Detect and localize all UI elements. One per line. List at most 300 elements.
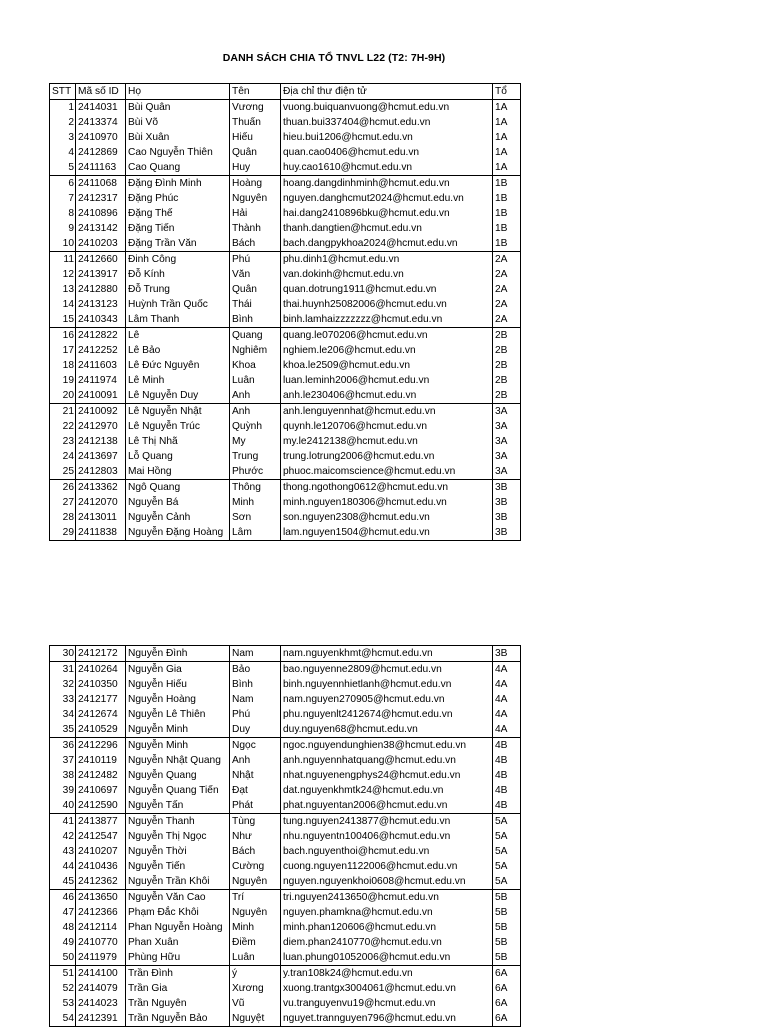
surname-cell: Bùi Xuân	[126, 130, 230, 145]
given-name-cell: Thuấn	[230, 115, 281, 130]
surname-cell: Cao Nguyễn Thiên	[126, 145, 230, 160]
student-id-cell: 2410697	[76, 783, 126, 798]
student-id-cell: 2412362	[76, 874, 126, 890]
surname-cell: Trần Nguyễn Bảo	[126, 1011, 230, 1027]
email-cell: hoang.dangdinhminh@hcmut.edu.vn	[281, 176, 493, 192]
surname-cell: Trần Nguyên	[126, 996, 230, 1011]
given-name-cell: Phú	[230, 252, 281, 268]
table-row	[50, 966, 521, 982]
table-row	[50, 358, 521, 373]
stt-cell: 53	[50, 996, 76, 1011]
table-row	[50, 297, 521, 312]
email-cell: vuong.buiquanvuong@hcmut.edu.vn	[281, 100, 493, 116]
page-title: DANH SÁCH CHIA TỔ TNVL L22 (T2: 7H-9H)	[222, 52, 446, 64]
surname-cell: Bùi Võ	[126, 115, 230, 130]
given-name-cell: Sơn	[230, 510, 281, 525]
email-cell: lam.nguyen1504@hcmut.edu.vn	[281, 525, 493, 541]
table-row	[50, 646, 521, 662]
surname-cell: Đinh Công	[126, 252, 230, 268]
header-to: Tổ	[493, 84, 521, 100]
email-cell: bao.nguyenne2809@hcmut.edu.vn	[281, 662, 493, 678]
group-cell: 4A	[493, 692, 521, 707]
student-id-cell: 2413917	[76, 267, 126, 282]
stt-cell: 7	[50, 191, 76, 206]
surname-cell: Nguyễn Đình	[126, 646, 230, 662]
group-cell: 1A	[493, 160, 521, 176]
email-cell: hieu.bui1206@hcmut.edu.vn	[281, 130, 493, 145]
given-name-cell: Nhật	[230, 768, 281, 783]
surname-cell: Nguyễn Đặng Hoàng	[126, 525, 230, 541]
stt-cell: 22	[50, 419, 76, 434]
email-cell: quan.cao0406@hcmut.edu.vn	[281, 145, 493, 160]
student-id-cell: 2412482	[76, 768, 126, 783]
student-id-cell: 2410343	[76, 312, 126, 328]
surname-cell: Mai Hồng	[126, 464, 230, 480]
given-name-cell: Quỳnh	[230, 419, 281, 434]
student-id-cell: 2411068	[76, 176, 126, 192]
stt-cell: 50	[50, 950, 76, 966]
table-header-row	[50, 84, 521, 100]
student-id-cell: 2412674	[76, 707, 126, 722]
table-row	[50, 419, 521, 434]
stt-cell: 31	[50, 662, 76, 678]
stt-cell: 13	[50, 282, 76, 297]
given-name-cell: Nguyên	[230, 191, 281, 206]
student-id-cell: 2410770	[76, 935, 126, 950]
email-cell: nam.nguyen270905@hcmut.edu.vn	[281, 692, 493, 707]
email-cell: hai.dang2410896bku@hcmut.edu.vn	[281, 206, 493, 221]
student-id-cell: 2414079	[76, 981, 126, 996]
student-id-cell: 2412252	[76, 343, 126, 358]
stt-cell: 40	[50, 798, 76, 814]
stt-cell: 8	[50, 206, 76, 221]
student-id-cell: 2413877	[76, 814, 126, 830]
surname-cell: Đặng Tiến	[126, 221, 230, 236]
surname-cell: Đặng Thế	[126, 206, 230, 221]
stt-cell: 33	[50, 692, 76, 707]
surname-cell: Nguyễn Lê Thiên	[126, 707, 230, 722]
table-row	[50, 798, 521, 814]
group-cell: 6A	[493, 996, 521, 1011]
table-row	[50, 905, 521, 920]
surname-cell: Phan Xuân	[126, 935, 230, 950]
email-cell: son.nguyen2308@hcmut.edu.vn	[281, 510, 493, 525]
email-cell: phu.nguyenlt2412674@hcmut.edu.vn	[281, 707, 493, 722]
surname-cell: Trần Đình	[126, 966, 230, 982]
given-name-cell: Luân	[230, 373, 281, 388]
stt-cell: 16	[50, 328, 76, 344]
table-row	[50, 388, 521, 404]
given-name-cell: Hoàng	[230, 176, 281, 192]
student-id-cell: 2410350	[76, 677, 126, 692]
table-row	[50, 722, 521, 738]
given-name-cell: Quang	[230, 328, 281, 344]
table-row	[50, 768, 521, 783]
group-cell: 5A	[493, 874, 521, 890]
student-id-cell: 2410119	[76, 753, 126, 768]
given-name-cell: Bình	[230, 677, 281, 692]
stt-cell: 6	[50, 176, 76, 192]
surname-cell: Nguyễn Bá	[126, 495, 230, 510]
table-row	[50, 829, 521, 844]
group-cell: 1A	[493, 130, 521, 145]
student-id-cell: 2412177	[76, 692, 126, 707]
given-name-cell: Thành	[230, 221, 281, 236]
table-row	[50, 692, 521, 707]
group-cell: 3B	[493, 495, 521, 510]
surname-cell: Nguyễn Tiến	[126, 859, 230, 874]
stt-cell: 41	[50, 814, 76, 830]
group-cell: 1A	[493, 145, 521, 160]
student-id-cell: 2412547	[76, 829, 126, 844]
group-cell: 2B	[493, 358, 521, 373]
given-name-cell: Bách	[230, 236, 281, 252]
table-row	[50, 267, 521, 282]
surname-cell: Nguyễn Hoàng	[126, 692, 230, 707]
given-name-cell: Bách	[230, 844, 281, 859]
email-cell: vu.tranguyenvu19@hcmut.edu.vn	[281, 996, 493, 1011]
surname-cell: Phùng Hữu	[126, 950, 230, 966]
table-row	[50, 996, 521, 1011]
header-stt: STT	[50, 84, 76, 100]
stt-cell: 37	[50, 753, 76, 768]
surname-cell: Nguyễn Quang	[126, 768, 230, 783]
stt-cell: 17	[50, 343, 76, 358]
stt-cell: 24	[50, 449, 76, 464]
table-row	[50, 662, 521, 678]
table-row	[50, 859, 521, 874]
email-cell: phat.nguyentan2006@hcmut.edu.vn	[281, 798, 493, 814]
student-id-cell: 2412138	[76, 434, 126, 449]
surname-cell: Lê Nguyễn Duy	[126, 388, 230, 404]
group-cell: 5B	[493, 920, 521, 935]
given-name-cell: Anh	[230, 753, 281, 768]
table-row	[50, 677, 521, 692]
given-name-cell: Quân	[230, 282, 281, 297]
given-name-cell: Huy	[230, 160, 281, 176]
group-cell: 4A	[493, 677, 521, 692]
stt-cell: 20	[50, 388, 76, 404]
surname-cell: Lê Minh	[126, 373, 230, 388]
table-row	[50, 236, 521, 252]
email-cell: tung.nguyen2413877@hcmut.edu.vn	[281, 814, 493, 830]
given-name-cell: Nguyệt	[230, 1011, 281, 1027]
group-cell: 2B	[493, 373, 521, 388]
given-name-cell: Vũ	[230, 996, 281, 1011]
stt-cell: 9	[50, 221, 76, 236]
student-id-cell: 2411603	[76, 358, 126, 373]
group-cell: 5A	[493, 829, 521, 844]
student-id-cell: 2410203	[76, 236, 126, 252]
email-cell: nhat.nguyenengphys24@hcmut.edu.vn	[281, 768, 493, 783]
student-id-cell: 2412869	[76, 145, 126, 160]
given-name-cell: Nguyên	[230, 905, 281, 920]
given-name-cell: Anh	[230, 388, 281, 404]
surname-cell: Trần Gia	[126, 981, 230, 996]
given-name-cell: Minh	[230, 495, 281, 510]
surname-cell: Nguyễn Thanh	[126, 814, 230, 830]
surname-cell: Nguyễn Trần Khôi	[126, 874, 230, 890]
surname-cell: Lê Bảo	[126, 343, 230, 358]
student-table-page-2	[49, 645, 521, 1027]
surname-cell: Nguyễn Minh	[126, 738, 230, 754]
group-cell: 4A	[493, 662, 521, 678]
surname-cell: Nguyễn Minh	[126, 722, 230, 738]
given-name-cell: Ngọc	[230, 738, 281, 754]
group-cell: 2B	[493, 343, 521, 358]
surname-cell: Phan Nguyễn Hoàng	[126, 920, 230, 935]
surname-cell: Đỗ Trung	[126, 282, 230, 297]
email-cell: minh.phan120606@hcmut.edu.vn	[281, 920, 493, 935]
email-cell: bach.dangpykhoa2024@hcmut.edu.vn	[281, 236, 493, 252]
table-row	[50, 738, 521, 754]
given-name-cell: Hải	[230, 206, 281, 221]
email-cell: anh.nguyennhatquang@hcmut.edu.vn	[281, 753, 493, 768]
surname-cell: Nguyễn Thị Ngọc	[126, 829, 230, 844]
given-name-cell: Quân	[230, 145, 281, 160]
given-name-cell: Phước	[230, 464, 281, 480]
surname-cell: Lâm Thanh	[126, 312, 230, 328]
group-cell: 4B	[493, 738, 521, 754]
group-cell: 6A	[493, 966, 521, 982]
table-row	[50, 221, 521, 236]
stt-cell: 34	[50, 707, 76, 722]
table-row	[50, 753, 521, 768]
stt-cell: 44	[50, 859, 76, 874]
table-row	[50, 525, 521, 541]
student-id-cell: 2413650	[76, 890, 126, 906]
given-name-cell: Phú	[230, 707, 281, 722]
email-cell: nguyen.nguyenkhoi0608@hcmut.edu.vn	[281, 874, 493, 890]
group-cell: 4B	[493, 798, 521, 814]
header-email: Địa chỉ thư điện tử	[281, 84, 493, 100]
email-cell: khoa.le2509@hcmut.edu.vn	[281, 358, 493, 373]
stt-cell: 10	[50, 236, 76, 252]
stt-cell: 26	[50, 480, 76, 496]
email-cell: phuoc.maicomscience@hcmut.edu.vn	[281, 464, 493, 480]
student-id-cell: 2414031	[76, 100, 126, 116]
surname-cell: Nguyễn Hiếu	[126, 677, 230, 692]
student-id-cell: 2412803	[76, 464, 126, 480]
student-id-cell: 2412114	[76, 920, 126, 935]
given-name-cell: ý	[230, 966, 281, 982]
surname-cell: Phạm Đắc Khôi	[126, 905, 230, 920]
table-row	[50, 707, 521, 722]
surname-cell: Lỗ Quang	[126, 449, 230, 464]
table-row	[50, 373, 521, 388]
email-cell: xuong.trantgx3004061@hcmut.edu.vn	[281, 981, 493, 996]
given-name-cell: Vương	[230, 100, 281, 116]
given-name-cell: Minh	[230, 920, 281, 935]
table-row	[50, 434, 521, 449]
stt-cell: 51	[50, 966, 76, 982]
stt-cell: 12	[50, 267, 76, 282]
student-id-cell: 2411974	[76, 373, 126, 388]
table-row	[50, 814, 521, 830]
student-id-cell: 2414023	[76, 996, 126, 1011]
given-name-cell: Nghiêm	[230, 343, 281, 358]
surname-cell: Đỗ Kính	[126, 267, 230, 282]
email-cell: anh.le230406@hcmut.edu.vn	[281, 388, 493, 404]
student-id-cell: 2413142	[76, 221, 126, 236]
email-cell: minh.nguyen180306@hcmut.edu.vn	[281, 495, 493, 510]
student-id-cell: 2412822	[76, 328, 126, 344]
surname-cell: Lê Nguyễn Nhật	[126, 404, 230, 420]
group-cell: 5B	[493, 890, 521, 906]
student-id-cell: 2412880	[76, 282, 126, 297]
email-cell: nguyet.trannguyen796@hcmut.edu.vn	[281, 1011, 493, 1027]
email-cell: phu.dinh1@hcmut.edu.vn	[281, 252, 493, 268]
stt-cell: 48	[50, 920, 76, 935]
stt-cell: 36	[50, 738, 76, 754]
stt-cell: 32	[50, 677, 76, 692]
table-row	[50, 100, 521, 116]
group-cell: 3A	[493, 419, 521, 434]
group-cell: 5B	[493, 905, 521, 920]
email-cell: my.le2412138@hcmut.edu.vn	[281, 434, 493, 449]
table-row	[50, 115, 521, 130]
email-cell: duy.nguyen68@hcmut.edu.vn	[281, 722, 493, 738]
table-row	[50, 404, 521, 420]
group-cell: 6A	[493, 1011, 521, 1027]
group-cell: 6A	[493, 981, 521, 996]
table-row	[50, 935, 521, 950]
table-row	[50, 252, 521, 268]
given-name-cell: Nguyên	[230, 874, 281, 890]
table-row	[50, 328, 521, 344]
table-row	[50, 480, 521, 496]
email-cell: thai.huynh25082006@hcmut.edu.vn	[281, 297, 493, 312]
table-row	[50, 783, 521, 798]
table-row	[50, 844, 521, 859]
stt-cell: 52	[50, 981, 76, 996]
stt-cell: 5	[50, 160, 76, 176]
surname-cell: Lê Đức Nguyên	[126, 358, 230, 373]
surname-cell: Bùi Quân	[126, 100, 230, 116]
table-row	[50, 510, 521, 525]
email-cell: nam.nguyenkhmt@hcmut.edu.vn	[281, 646, 493, 662]
email-cell: luan.leminh2006@hcmut.edu.vn	[281, 373, 493, 388]
surname-cell: Đặng Đình Minh	[126, 176, 230, 192]
student-id-cell: 2410896	[76, 206, 126, 221]
given-name-cell: Trí	[230, 890, 281, 906]
email-cell: luan.phung01052006@hcmut.edu.vn	[281, 950, 493, 966]
stt-cell: 14	[50, 297, 76, 312]
surname-cell: Ngô Quang	[126, 480, 230, 496]
given-name-cell: Anh	[230, 404, 281, 420]
email-cell: quynh.le120706@hcmut.edu.vn	[281, 419, 493, 434]
email-cell: cuong.nguyen1122006@hcmut.edu.vn	[281, 859, 493, 874]
table-row	[50, 206, 521, 221]
email-cell: diem.phan2410770@hcmut.edu.vn	[281, 935, 493, 950]
email-cell: tri.nguyen2413650@hcmut.edu.vn	[281, 890, 493, 906]
surname-cell: Lê Nguyễn Trúc	[126, 419, 230, 434]
table-row	[50, 130, 521, 145]
group-cell: 5A	[493, 859, 521, 874]
student-id-cell: 2412317	[76, 191, 126, 206]
student-id-cell: 2410207	[76, 844, 126, 859]
given-name-cell: Duy	[230, 722, 281, 738]
email-cell: nguyen.danghcmut2024@hcmut.edu.vn	[281, 191, 493, 206]
stt-cell: 3	[50, 130, 76, 145]
stt-cell: 23	[50, 434, 76, 449]
group-cell: 1B	[493, 206, 521, 221]
student-id-cell: 2412070	[76, 495, 126, 510]
header-id: Mã số ID	[76, 84, 126, 100]
student-id-cell: 2412660	[76, 252, 126, 268]
email-cell: binh.lamhaizzzzzzz@hcmut.edu.vn	[281, 312, 493, 328]
student-id-cell: 2411163	[76, 160, 126, 176]
given-name-cell: Tùng	[230, 814, 281, 830]
student-id-cell: 2413123	[76, 297, 126, 312]
student-id-cell: 2413374	[76, 115, 126, 130]
student-id-cell: 2412172	[76, 646, 126, 662]
surname-cell: Huỳnh Trần Quốc	[126, 297, 230, 312]
given-name-cell: Như	[230, 829, 281, 844]
table-row	[50, 464, 521, 480]
email-cell: binh.nguyennhietlanh@hcmut.edu.vn	[281, 677, 493, 692]
stt-cell: 42	[50, 829, 76, 844]
student-id-cell: 2410529	[76, 722, 126, 738]
given-name-cell: Nam	[230, 692, 281, 707]
email-cell: thanh.dangtien@hcmut.edu.vn	[281, 221, 493, 236]
stt-cell: 11	[50, 252, 76, 268]
student-table-page-1	[49, 83, 521, 541]
stt-cell: 29	[50, 525, 76, 541]
surname-cell: Nguyễn Gia	[126, 662, 230, 678]
table-row	[50, 981, 521, 996]
stt-cell: 1	[50, 100, 76, 116]
given-name-cell: Trung	[230, 449, 281, 464]
student-id-cell: 2414100	[76, 966, 126, 982]
student-id-cell: 2410970	[76, 130, 126, 145]
table-row	[50, 160, 521, 176]
email-cell: trung.lotrung2006@hcmut.edu.vn	[281, 449, 493, 464]
email-cell: nghiem.le206@hcmut.edu.vn	[281, 343, 493, 358]
stt-cell: 15	[50, 312, 76, 328]
email-cell: thong.ngothong0612@hcmut.edu.vn	[281, 480, 493, 496]
surname-cell: Cao Quang	[126, 160, 230, 176]
student-id-cell: 2413011	[76, 510, 126, 525]
table-row	[50, 920, 521, 935]
stt-cell: 38	[50, 768, 76, 783]
email-cell: anh.lenguyennhat@hcmut.edu.vn	[281, 404, 493, 420]
stt-cell: 28	[50, 510, 76, 525]
group-cell: 1B	[493, 221, 521, 236]
header-ten: Tên	[230, 84, 281, 100]
group-cell: 2B	[493, 328, 521, 344]
email-cell: nguyen.phamkna@hcmut.edu.vn	[281, 905, 493, 920]
group-cell: 2A	[493, 282, 521, 297]
stt-cell: 30	[50, 646, 76, 662]
group-cell: 5B	[493, 950, 521, 966]
table-row	[50, 449, 521, 464]
group-cell: 1B	[493, 176, 521, 192]
given-name-cell: Thông	[230, 480, 281, 496]
surname-cell: Đặng Trần Văn	[126, 236, 230, 252]
stt-cell: 45	[50, 874, 76, 890]
stt-cell: 18	[50, 358, 76, 373]
email-cell: ngoc.nguyendunghien38@hcmut.edu.vn	[281, 738, 493, 754]
given-name-cell: My	[230, 434, 281, 449]
student-id-cell: 2411838	[76, 525, 126, 541]
group-cell: 1B	[493, 191, 521, 206]
table-row	[50, 950, 521, 966]
group-cell: 3B	[493, 510, 521, 525]
email-cell: huy.cao1610@hcmut.edu.vn	[281, 160, 493, 176]
student-id-cell: 2412366	[76, 905, 126, 920]
stt-cell: 35	[50, 722, 76, 738]
